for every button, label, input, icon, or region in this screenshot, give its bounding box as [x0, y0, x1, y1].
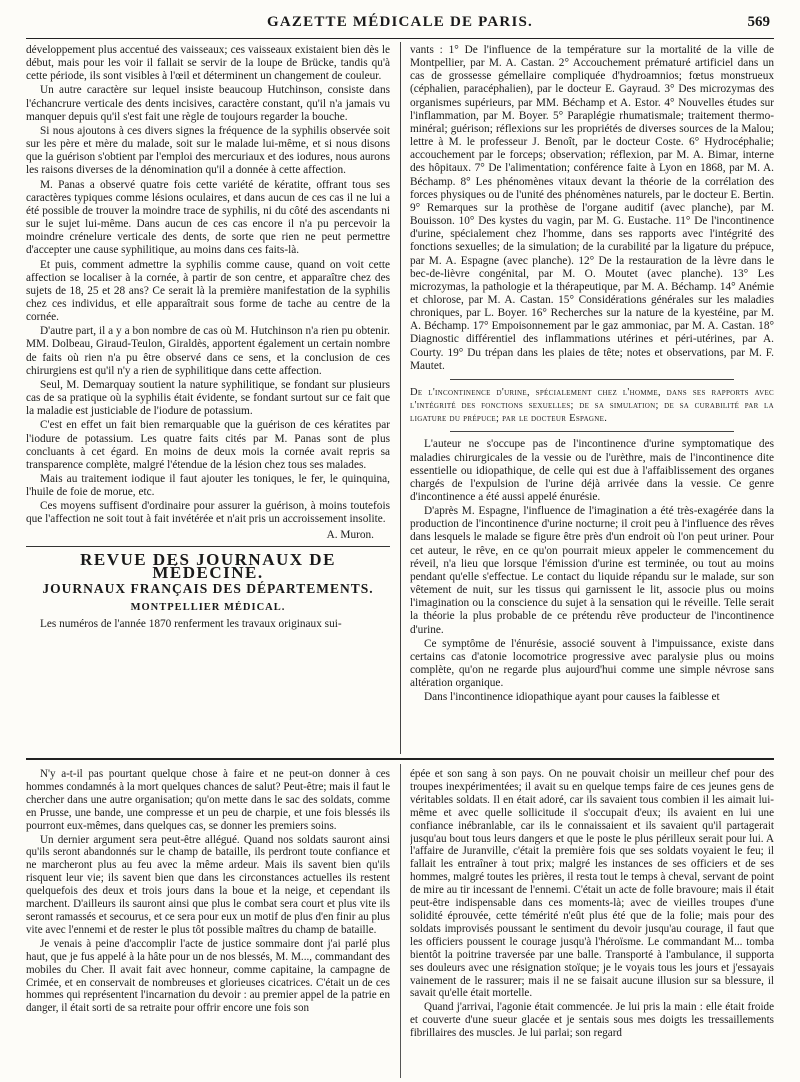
- paragraph: Ce symptôme de l'énurésie, associé souvent à l'impuissance, existe dans certains cas d'atonie locomotrice progressive avec paralysie plus ou moins complète, qu'on ne regarde plus aujourd'hui comme une simple névrose sans altération organique.: [410, 637, 774, 690]
- paragraph: Je venais à peine d'accomplir l'acte de justice sommaire dont j'ai parlé plus haut, que je fus appelé à la hâte pour un de nos blessés, M. M..., commandant des mobiles du Cher. Il avait fait avec honneur, comme capitaine, la campagne de Crimée, et en conservait de nombreuses et glorieuses cicatrices. C'était un de ces hommes qui représentent l'incarnation du devoir : au premier appel de la patrie en danger, il était sorti de sa retraite pour offrir encore une fois son: [26, 937, 390, 1015]
- paragraph: développement plus accentué des vaisseaux; ces vaisseaux existaient bien dès le début, mais pour les voir il fallait se servir de la loupe de Brücke, tandis qu'à cette période, ils sont visibles à l'œil et déterminent un changement de couleur.: [26, 44, 390, 83]
- paragraph: Un dernier argument sera peut-être allégué. Quand nos soldats sauront ainsi qu'ils seront abandonnés sur le champ de bataille, ils perdront toute confiance et ne marcheront plus au feu avec la même ardeur. Mais ils savent bien qu'ils risquent leur vie; ils savent bien que dans les circonstances actuelles ils restent quelquefois des deux et trois jours dans la boue et la neige, et cependant ils marchent. D'ailleurs ils sauront ainsi que plus le combat sera court et plus vite ils seront ramassés et secourus, et ce sera pour eux un motif de plus d'en finir au plus vite avec l'ennemi et de rester le plus tôt possible maîtres du champ de bataille.: [26, 833, 390, 936]
- column-bottom-left: [26, 768, 390, 1076]
- paragraph: Un autre caractère sur lequel insiste beaucoup Hutchinson, consiste dans l'échancrure verticale des dents incisives, caractère constant, qu'il n'a jamais vu manquer depuis qu'il s'est fait une règle de toujours regarder la bouche.: [26, 84, 390, 123]
- column-bottom-right: [410, 768, 774, 1076]
- journal-title: GAZETTE MÉDICALE DE PARIS.: [267, 14, 533, 30]
- author-signature: A. Muron.: [326, 528, 374, 541]
- column-top-right: [410, 44, 774, 754]
- paragraph: Dans l'incontinence idiopathique ayant pour causes la faiblesse et: [424, 691, 720, 704]
- column-divider: [400, 764, 401, 1078]
- paragraph: L'auteur ne s'occupe pas de l'incontinence d'urine symptomatique des maladies chirurgicales de la vessie ou de l'urèthre, mais de l'incontinence dite essentielle ou idiopathique, de celle qui est due à l'affaiblissement des organes chargés de l'expulsion de l'urine déjà arrivée dans la vessie. Ce genre d'incontinence a été aussi appelé énurésie.: [410, 438, 774, 503]
- journal-name: MONTPELLIER MÉDICAL.: [130, 602, 286, 614]
- article-heading: De l'incontinence d'urine, spécialement chez l'homme, dans ses rapports avec l'intégrité des fonctions sexuelles; de sa simulation; de sa curabilité par la ligature du prépuce; par le docteur Espagne.: [410, 386, 774, 425]
- separator: [450, 379, 734, 380]
- column-top-left: [26, 44, 390, 754]
- paragraph: C'est en effet un fait bien remarquable que la guérison de ces kératites par l'iodure de potassium. Les quatre faits cités par M. Panas sont de plus concluants à cet égard. En moins de deux mois la cornée avait repris sa transparence complète, malgré l'étendue de la lésion chez tous ses malades.: [26, 419, 390, 471]
- paragraph: D'autre part, il a y a bon nombre de cas où M. Hutchinson n'a rien pu obtenir. MM. Dolbeau, Giraud-Teulon, Giraldès, apportent également un certain nombre de faits où rien n'a pu être observé dans ce sens, et la conclusion de ces chirurgiens est qu'il n'y a rien de syphilitique dans cette affection.: [26, 325, 390, 377]
- contents-list: vants : 1° De l'influence de la température sur la mortalité de la ville de Montpellier, par M. A. Castan. 2° Accouchement prématuré artificiel dans un cas de grossesse gémellaire compliquée d'hydroamnios; fœtus monstrueux (céphalien, paracéphalien), par le docteur E. Gayraud. 3° Des microzymas des organismes supérieurs, par MM. Béchamp et A. Estor. 4° Nouvelles études sur l'inflammation, par M. Boyer. 5° Paraplégie rhumatismale; traitement thermo-minéral; guérison; réflexions sur les propriétés de diverses sources de la Malou; lettre à M. le professeur J. Benoît, par le docteur Coste. 6° Hydrocéphalie; accouchement par le forceps; observation; réflexion, par M. A. Bimar, interne des hôpitaux. 7° De l'alimentation; conférence faite à Lyon en 1868, par M. A. Béchamp. 8° Les phénomènes vitaux devant la théorie de la corrélation des forces physiques ou de l'unité des phénomènes naturels, par le docteur E. Bertin. 9° Remarques sur la prothèse de l'organe auditif (avec planche), par M. Bouisson. 10° Des kystes du vagin, par M. G. Eustache. 11° De l'incontinence d'urine, spécialement chez l'homme, dans ses rapports avec l'intégrité des fonctions sexuelles; de la simulation; de la curabilité par la ligature du prépuce, par M. A. Espagne (avec planche). 12° De la restauration de la lèvre dans le bec-de-lièvre congénital, par M. O. Moutet (avec planche). 13° Les microzymas, la pathologie et la thérapeutique, par M. A. Béchamp. 14° Anémie et chlorose, par M. A. Castan. 15° Considérations générales sur les maladies chroniques, par L. Boyer. 16° Recherches sur la nature de la kyestéine, par M. A. Béchamp. 17° Empoisonnement par le gaz ammoniac, par M. A. Castan. 18° Diagnostic différentiel des inflammations utérines et péri-utérines, par A. Courty. 19° Du trépan dans les plaies de tête; notes et observations, par M. F. Mautet.: [410, 44, 774, 372]
- page-header: [0, 10, 800, 36]
- header-rule: [26, 38, 774, 39]
- paragraph: Ces moyens suffisent d'ordinaire pour assurer la guérison, à moins toutefois que l'affection ne soit tout à fait invétérée et n'ait pris un accroissement insolite.: [26, 500, 390, 526]
- paragraph: Seul, M. Demarquay soutient la nature syphilitique, se fondant sur plusieurs cas de sa pratique où la syphilis était évidente, se fondant surtout sur ce fait que la maladie est justiciable de l'iodure de potassium.: [26, 378, 390, 418]
- paragraph: D'après M. Espagne, l'influence de l'imagination a été très-exagérée dans la production de l'incontinence d'urine nocturne; il croit peu à l'influence des rêves dans lesquels le malade se figure être près d'un endroit où l'on peut uriner. Pour cet auteur, le rêve, en ce qu'on pourrait mieux appeler le commencement du réveil, n'a lieu que lorsque l'émission d'urine est terminée, ou tout au moins pendant qu'elle s'effectue. Le contact du liquide répandu sur le malade, sur son vêtement de nuit, sur les tissus qui garnissent le lit, associe plus ou moins l'imagination ou la conscience du sujet à la sensation qui le réveille. Telle serait la théorie la plus probable de ce prétendu rêve producteur de l'incontinence d'urine.: [410, 505, 774, 636]
- section-subtitle: JOURNAUX FRANÇAIS DES DÉPARTEMENTS.: [42, 581, 374, 597]
- column-divider: [400, 42, 401, 754]
- paragraph: Mais au traitement iodique il faut ajouter les toniques, le fer, le quinquina, l'huile de foie de morue, etc.: [26, 473, 390, 499]
- paragraph: Si nous ajoutons à ces divers signes la fréquence de la syphilis observée soit sur les père et mère du malade, soit sur le malade lui-même, et si nous disons que la guérison s'obtient par l'emploi des mercuriaux et des iodures, nous aurons les raisons diverses de la dénomination qu'il a donnée à cette affection.: [26, 124, 390, 177]
- paragraph: Les numéros de l'année 1870 renferment les travaux originaux sui-: [40, 618, 342, 631]
- page-number: 569: [747, 14, 770, 30]
- section-rule: [26, 546, 390, 547]
- separator: [450, 431, 734, 432]
- paragraph: M. Panas a observé quatre fois cette variété de kératite, offrant tous ses caractères typiques comme lésions oculaires, et dans aucun de ces cas il ne lui a été possible de trouver la moindre trace de syphilis, ni du côté des ascendants ni sur le sujet lui-même. Dans aucun de ces cas encore il n'a pu percevoir la moindre crénelure verticale des dents, de sorte que rien ne peut permettre d'accepter une cause syphilitique, au moins dans ces faits-là.: [26, 178, 390, 257]
- paragraph: Quand j'arrivai, l'agonie était commencée. Je lui pris la main : elle était froide et couverte d'une sueur glacée et je sentais sous mes doigts les tressaillements fibrillaires des muscles. Je lui parlai; son regard: [410, 1001, 774, 1040]
- feuilleton-rule: [26, 758, 774, 760]
- paragraph: N'y a-t-il pas pourtant quelque chose à faire et ne peut-on donner à ces hommes condamnés à la mort quelques chances de salut? Peut-être; mais il faut le chercher dans une autre organisation; qu'on mette dans le sac des soldats, comme en Prusse, une bande, une compresse et un peu de charpie, et une fois blessés ils pourront eux-mêmes, dans quelques cas, se donner les premiers soins.: [26, 768, 390, 832]
- section-title: REVUE DES JOURNAUX DE MÉDECINE.: [80, 549, 336, 582]
- paragraph: épée et son sang à son pays. On ne pouvait choisir un meilleur chef pour des troupes inexpérimentées; il avait su en quelque temps faire de ces jeunes gens de véritables soldats. Il en était adoré, car ils savaient tous combien il les aimait lui-même et avec quelle sollicitude il s'occupait d'eux; ils avaient en lui une confiance inébranlable, car ils le connaissaient et ils savaient qu'il partagerait jusqu'au bout tous leurs dangers et que le poste le plus périlleux serait pour lui. A l'affaire de Juranville, c'était la première fois que ses soldats voyaient le feu; il fallait les entraîner à tout prix; malgré les instances de ses officiers et de ses hommes, malgré toutes les prières, il resta tout le temps à cheval, servant de point de mire au tir incessant de l'ennemi. C'était un acte de folle bravoure; mais il était peut-être indispensable dans ces moments-là; avec de vieilles troupes d'une solidité éprouvée, cette témérité n'eût plus été que de la folie; mais pour des soldats improvisés poussant le sentiment du devoir jusqu'au courage, il faut que les officiers poussent le courage jusqu'à l'héroïsme. Le commandant M... tomba bientôt la poitrine traversée par une balle. Transporté à l'ambulance, il supporta ses douleurs avec une résignation stoïque; je le voyais tous les jours et j'essayais vainement de le rassurer; mais il ne se faisait aucune illusion sur sa blessure, il savait qu'elle était mortelle.: [410, 768, 774, 1000]
- paragraph: Et puis, comment admettre la syphilis comme cause, quand on voit cette affection se localiser à la cornée, à partir de son centre, et apparaître chez des sujets de 18, 25 et 28 ans? Ce serait là la première manifestation de la syphilis chez ces individus, et elle apparaîtrait sous forme de tache au centre de la cornée.: [26, 258, 390, 324]
